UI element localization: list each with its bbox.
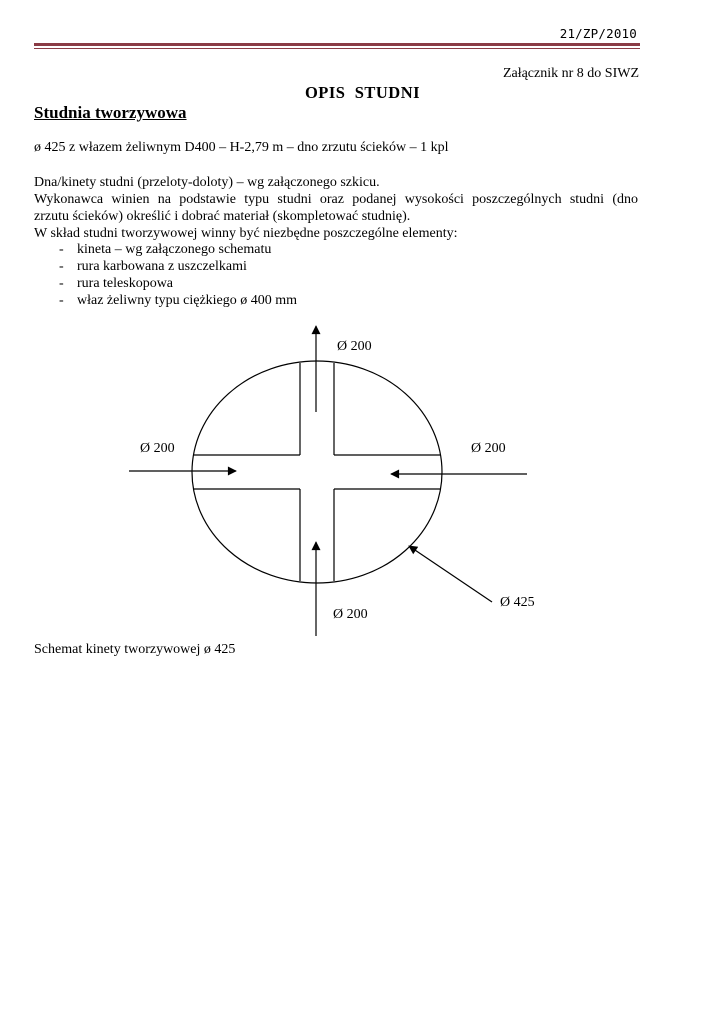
pipe-label-left: Ø 200 [140,441,175,456]
annex-label: Załącznik nr 8 do SIWZ [502,66,639,81]
list-bullet: - [59,259,64,274]
section-heading: Studnia tworzywowa [34,103,187,122]
list-bullet: - [59,242,64,257]
pipe-label-top: Ø 200 [337,339,372,354]
page-title: OPIS STUDNI [304,83,421,102]
diagram-caption: Schemat kinety tworzywowej ø 425 [34,642,236,657]
well-outline [192,361,442,583]
well-diameter-label: Ø 425 [500,595,535,610]
paragraph-line: zrzutu ścieków) określić i dobrać materiał (skompletować studnię). [34,209,411,224]
paragraph-line: Dna/kinety studni (przeloty-doloty) – wg załączonego szkicu. [34,175,380,190]
paragraph-line: Wykonawca winien na podstawie typu studni oraz podanej wysokości poszczególnych studni (dno [34,192,638,207]
well-diameter-pointer [409,546,492,602]
spec-line: ø 425 z włazem żeliwnym D400 – H-2,79 m – dno zrzutu ścieków – 1 kpl [34,140,449,155]
channel-walls [193,363,441,581]
pipe-label-right: Ø 200 [471,441,506,456]
list-item: kineta – wg załączonego schematu [77,242,272,257]
document-reference-number: 21/ZP/2010 [559,26,637,41]
list-bullet: - [59,293,64,308]
pipe-label-bottom: Ø 200 [333,607,368,622]
list-bullet: - [59,276,64,291]
paragraph-line: W skład studni tworzywowej winny być niezbędne poszczególne elementy: [34,226,458,241]
list-item: rura karbowana z uszczelkami [77,259,247,274]
list-item: właz żeliwny typu ciężkiego ø 400 mm [77,293,298,308]
list-item: rura teleskopowa [77,276,174,291]
